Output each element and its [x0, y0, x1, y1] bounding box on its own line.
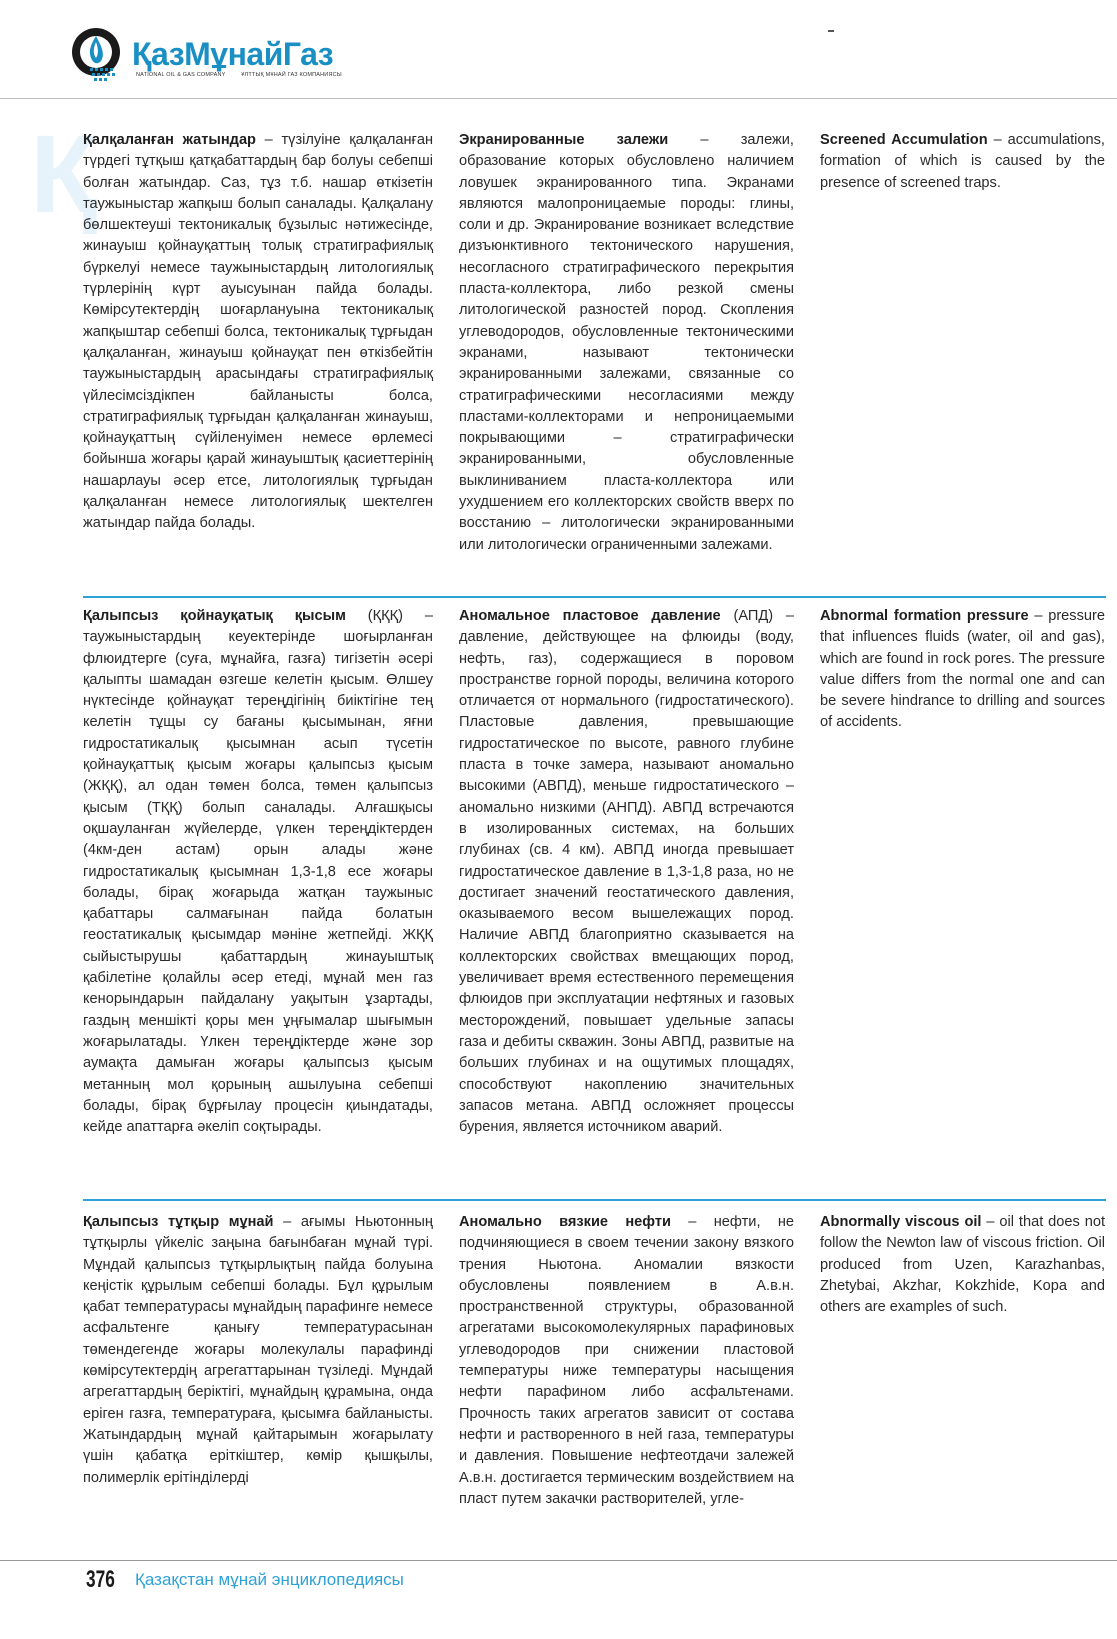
entry-definition: – accumulations, formation of which is caused by the presence of screened traps.: [820, 132, 1105, 191]
footer-divider: [0, 1560, 1117, 1561]
kmg-logo-icon: [70, 22, 126, 84]
entry-term: Экранированные залежи: [459, 132, 669, 148]
entry-term: Abnormal formation pressure: [820, 608, 1029, 624]
entry-definition: – түзілуіне қалқаланған түрдегі тұтқыш қатқабаттардың бар болуы себепші болған жатындар. Саз, тұз т.б. нашар өткізетін таужыныстар жапқыш болып саналады. Қалқалану бөлшектеуші тектоникалық бұзылыс нәтижесінде, жинауыш қойнауқаттың толық стратиграфиялық бүркелуі немесе таужыныстардың литологиялық түрлерінің күрт ауысуынан пайда болады. Көмірсутектердің шоғарлануына тектоникалық жапқыштар себепші болса, тектоникалық тұрғыдан қалқаланған, жинауыш қойнауқат пен өткізбейтін таужыныстардың арасындағы стратиграфиялық үйлесімсіздікпен байланысты болса, стратиграфиялық тұрғыдан қалқаланған жинауыш, қойнауқаттың сүйіленуімен немесе өрлемесі бойынша жоғары қарай жинауыштық қасиеттерінің нашарлауы әсер етсе, литологиялық тұрғыдан қалқаланған немесе литологиялық шектелген жатындар пайда болады.: [83, 132, 434, 532]
entry-term: Қалқаланған жатындар: [83, 132, 256, 148]
entry-ru-1: [459, 130, 794, 556]
entry-kz-3: [83, 1212, 433, 1489]
entry-text: [459, 606, 794, 1138]
brand-subtitle: [136, 72, 356, 78]
entry-definition: – ағымы Ньютонның тұтқырлы үйкеліс заңына бағынбаған мұнай түрі. Мұндай қалыпсыз тұтқырлықтың пайда болуына кеңістік құрылым себепші болады. Бұл құрылым қабат температурасы мұнайдың парафинге немесе асфальтенге қанығу температурасынан төмендегенде жоғары молекулалы парафинді көмірсутектердің агрегаттарынан түзіледі. Мұндай агрегаттардың беріктігі, мұнайдың құрамына, онда еріген газға, температураға, қысымға байланысты. Жатындардың мұнай қайтарымын жоғарылату үшін қабатқа еріткіштер, көмір қышқылы, полимерлік ерітінділерді: [83, 1214, 433, 1486]
entry-kz-2: [83, 606, 433, 1138]
company-logo: [70, 22, 370, 90]
entry-en-3: [820, 1212, 1105, 1318]
entry-text: [820, 606, 1105, 734]
entry-divider: [83, 596, 1106, 598]
entry-text: [820, 130, 1105, 194]
entry-kz-1: [83, 130, 433, 535]
page-number: 376: [86, 1566, 115, 1593]
entry-term: Аномально вязкие нефти: [459, 1214, 671, 1230]
letter-watermark: Қ: [30, 113, 98, 236]
entry-divider: [83, 1199, 1106, 1201]
brand-subtitle-en: NATIONAL OIL & GAS COMPANY: [136, 72, 226, 78]
entry-definition: – pressure that influences fluids (water, oil and gas), which are found in rock pores. The pressure value differs from the normal one and can be severe hindrance to drilling and sources of accidents.: [820, 608, 1105, 731]
entry-ru-2: [459, 606, 794, 1138]
entry-definition: – oil that does not follow the Newton law of viscous friction. Oil produced from Uzen, Karazhanbas, Zhetybai, Akzhar, Kokzhide, Kopa and others are examples of such.: [820, 1214, 1105, 1316]
entry-en-2: [820, 606, 1105, 734]
entry-text: [83, 606, 433, 1138]
entry-term: Қалыпсыз қойнауқатық қысым: [83, 608, 346, 624]
entry-text: [83, 1212, 433, 1489]
entry-term: Abnormally viscous oil: [820, 1214, 982, 1230]
entry-definition: – нефти, не подчиняющиеся в своем течении закону вязкого трения Ньютона. Аномалии вязкости обусловлены появлением в А.в.н. пространственной структуры, образованной агрегатами высокомолекулярных парафиновых углеводородов при снижении пластовой температуры ниже температуры насыщения нефти парафином либо асфальтенами. Прочность таких агрегатов зависит от состава нефти и растворенного в ней газа, температуры и давления. Повышение нефтеотдачи залежей А.в.н. достигается термическим воздействием на пласт путем закачки растворителей, угле-: [459, 1214, 794, 1507]
brand-subtitle-kz: ҰЛТТЫҚ МҰНАЙ ГАЗ КОМПАНИЯСЫ: [241, 72, 342, 78]
entry-text: [459, 1212, 794, 1510]
corner-mark: [828, 30, 834, 32]
entry-en-1: [820, 130, 1105, 194]
entry-ru-3: [459, 1212, 794, 1510]
entry-term: Screened Accumulation: [820, 132, 988, 148]
page-header: [0, 0, 1117, 100]
entry-definition: – залежи, образование которых обусловлено наличием ловушек экранированного типа. Экранами являются малопроницаемые породы: глины, соли и др. Экранирование возникает вследствие дизъюнктивного тектонического нарушения, несогласного стратиграфического перекрытия пласта-коллектора, либо резкой смены литологической разностей пород. Скопления углеводородов, обусловленные тектоническими экранами, называют тектонически экранированными залежами, связанные со стратиграфическими несогласиями между пластами-коллекторами и непроницаемыми покрывающими – стратиграфически экранированными, обусловленные выклиниванием пласта-коллектора или ухудшением его коллекторских свойств вверх по восстанию – литологически экранированными или литологически ограниченными залежами.: [459, 132, 794, 553]
entry-definition: (АПД) – давление, действующее на флюиды (воду, нефть, газ), содержащиеся в поровом пространстве горной породы, величина которого отличается от нормального (гидростатического). Пластовые давления, превышающие гидростатическое по высоте, равного глубине пласта в точке замера, называют аномально высокими (АВПД), меньше гидростатического – аномально низкими (АНПД). АВПД встречаются в изолированных системах, на больших глубинах (св. 4 км). АВПД иногда превышает гидростатическое давление в 1,3-1,8 раза, но не достигает значений геостатического давления, оказываемого весом вышележащих пород. Наличие АВПД благоприятно сказывается на коллекторских свойствах вмещающих пород, увеличивает время естественного перемещения флюидов при эксплуатации нефтяных и газовых месторождений, повышает удельные запасы газа и дебиты скважин. Зоны АВПД, развитые на больших глубинах и на ощутимых площадях, способствуют накоплению значительных запасов метана. АВПД осложняет процессы бурения, является источником аварий.: [459, 608, 795, 1136]
entry-text: [820, 1212, 1105, 1318]
brand-name: ҚазМұнайГаз: [132, 36, 334, 72]
entry-text: [83, 130, 433, 535]
footer-title: Қазақстан мұнай энциклопедиясы: [135, 1570, 404, 1589]
header-divider: [0, 98, 1117, 99]
entry-term: Қалыпсыз тұтқыр мұнай: [83, 1214, 274, 1230]
entry-term: Аномальное пластовое давление: [459, 608, 721, 624]
entry-text: [459, 130, 794, 556]
entry-definition: (ҚҚҚ) – таужыныстардың кеуектерінде шоғырланған флюидтерге (суға, мұнайға, газға) тигізетін әсері қалыпты шамадан өзгеше келетін қысым. Өлшеу нүктесінде қойнауқат тереңдігінің биіктігіне тең келетін тұщы су бағаны қысымынан, яғни гидростатикалық қысымнан асып түсетін қойнауқаттық қысым жоғары қалыпсыз қысым (ЖҚҚ), ал одан төмен болса, төмен қалыпсыз қысым (ТҚҚ) болып саналады. Алғашқысы оқшауланған жүйелерде, үлкен тереңдіктерден (4км-ден астам) орын алады және гидростатикалық қысымнан 1,3-1,8 есе жоғары болады, бірақ жоғарыда жатқан таужыныс қабаттары салмағынан пайда болатын геостатикалық қысымдар мәніне жетпейді. ЖҚҚ сыйыстырушы қабаттардың жинауыштық қабілетіне қолайлы әсер етеді, мұнай мен газ кенорындарын пайдалану уақытын ұзартады, газдың меншікті қоры мен ұңғымалар шығымын жоғарылатады. Үлкен тереңдіктерде және зор аумақта дамыған жоғары қалыпсыз қысым метанның мол қорының ашылуына себепші болады, бірақ бұрғылау процесін қиындатады, кейде апаттарға әкеліп соқтырады.: [83, 608, 433, 1136]
